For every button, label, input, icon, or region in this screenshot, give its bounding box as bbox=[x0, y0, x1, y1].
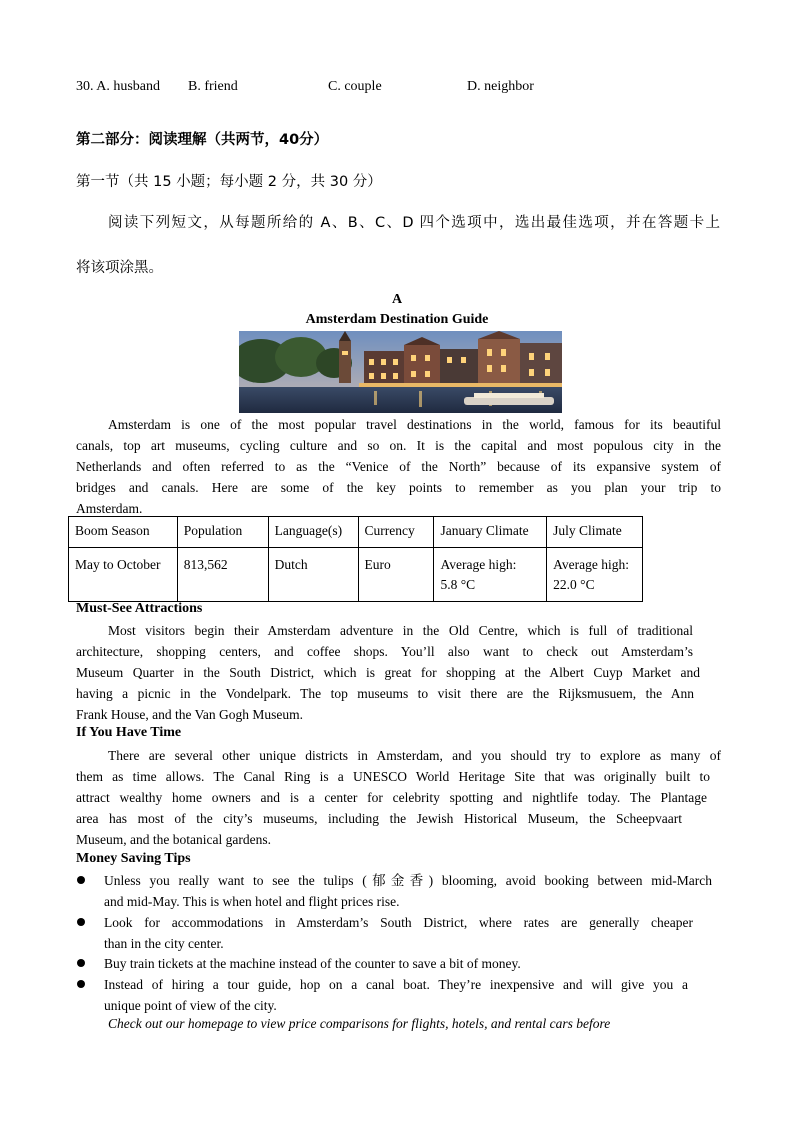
table-header-cell: January Climate bbox=[434, 517, 547, 548]
passage-letter: A bbox=[391, 292, 403, 307]
must-see-line: Museum Quarter in the South District, which is great for shopping at the Albert Cuyp Market and bbox=[76, 665, 700, 680]
bullet-icon bbox=[77, 918, 85, 926]
table-cell: Dutch bbox=[268, 548, 358, 602]
money-tip-line: than in the city center. bbox=[104, 936, 224, 951]
q30-option-d: D. neighbor bbox=[467, 79, 534, 94]
must-see-line: Most visitors begin their Amsterdam adventure in the Old Centre, which is full of traditional bbox=[108, 623, 693, 638]
instruction-line-2: 将该项涂黑。 bbox=[76, 260, 163, 276]
money-tip-item bbox=[104, 912, 716, 954]
table-header-cell: Language(s) bbox=[268, 517, 358, 548]
table-cell bbox=[547, 548, 643, 602]
money-tip-item bbox=[104, 953, 716, 974]
january-climate-label: Average high: bbox=[440, 557, 517, 572]
part2-heading: 第二部分：阅读理解（共两节，40分） bbox=[76, 132, 329, 148]
bullet-icon bbox=[77, 876, 85, 884]
amsterdam-canal-photo bbox=[239, 331, 562, 413]
money-tip-item bbox=[104, 870, 716, 912]
money-tips-heading: Money Saving Tips bbox=[76, 851, 191, 866]
money-tip-line: Instead of hiring a tour guide, hop on a canal boat. They’re inexpensive and will give you a bbox=[104, 977, 688, 992]
intro-line: Amsterdam is one of the most popular travel destinations in the world, famous for its beautiful bbox=[108, 417, 721, 432]
if-time-heading: If You Have Time bbox=[76, 725, 182, 740]
instruction-line-1: 阅读下列短文，从每题所给的 A、B、C、D 四个选项中，选出最佳选项，并在答题卡上 bbox=[108, 215, 720, 231]
money-tip-line: Unless you really want to see the tulips (郁金香) blooming, avoid booking between mid-March bbox=[104, 873, 712, 888]
if-time-line: attract wealthy home owners and is a center for celebrity spotting and nightlife today. The Plantage bbox=[76, 790, 707, 805]
section1-heading: 第一节（共 15 小题；每小题 2 分，共 30 分） bbox=[76, 174, 382, 190]
table-cell bbox=[434, 548, 547, 602]
must-see-line: Frank House, and the Van Gogh Museum. bbox=[76, 707, 303, 722]
table-cell: May to October bbox=[69, 548, 178, 602]
intro-line: Amsterdam. bbox=[76, 501, 143, 516]
q30-option-b: B. friend bbox=[188, 79, 238, 94]
intro-paragraph bbox=[76, 414, 721, 519]
must-see-line: architecture, shopping centers, and coffee shops. You’ll also want to check out Amsterdam’s bbox=[76, 644, 693, 659]
table-cell: Euro bbox=[358, 548, 434, 602]
money-tip-line: and mid-May. This is when hotel and flight prices rise. bbox=[104, 894, 400, 909]
canal-scene-illustration bbox=[239, 331, 562, 413]
table-header-cell: July Climate bbox=[547, 517, 643, 548]
table-row bbox=[69, 548, 643, 602]
must-see-heading: Must-See Attractions bbox=[76, 601, 203, 616]
if-time-line: area has most of the city’s museums, including the Jewish Historical Museum, the Scheepvaart bbox=[76, 811, 682, 826]
q30-option-c: C. couple bbox=[328, 79, 382, 94]
homepage-note: Check out our homepage to view price comparisons for flights, hotels, and rental cars before bbox=[108, 1016, 611, 1031]
july-climate-label: Average high: bbox=[553, 557, 630, 572]
must-see-line: having a picnic in the Vondelpark. The top museums to visit there are the Rijksmusuem, the Ann bbox=[76, 686, 694, 701]
destination-info-table bbox=[68, 516, 643, 602]
july-climate-value: 22.0 °C bbox=[553, 577, 595, 592]
if-time-line: There are several other unique districts in Amsterdam, and you should try to explore as many of bbox=[108, 748, 721, 763]
q30-option-a: 30. A. husband bbox=[76, 79, 160, 94]
money-tip-item bbox=[104, 974, 716, 1016]
table-header-cell: Population bbox=[177, 517, 268, 548]
table-header-cell: Boom Season bbox=[69, 517, 178, 548]
money-tip-line: Buy train tickets at the machine instead of the counter to save a bit of money. bbox=[104, 956, 521, 971]
table-header-row bbox=[69, 517, 643, 548]
table-cell: 813,562 bbox=[177, 548, 268, 602]
must-see-paragraph bbox=[76, 620, 721, 725]
if-time-paragraph bbox=[76, 745, 721, 850]
intro-line: Netherlands and often referred to as the “Venice of the North” because of its expansive system of bbox=[76, 459, 721, 474]
if-time-line: Museum, and the botanical gardens. bbox=[76, 832, 271, 847]
january-climate-value: 5.8 °C bbox=[440, 577, 476, 592]
bullet-icon bbox=[77, 959, 85, 967]
money-tip-line: unique point of view of the city. bbox=[104, 998, 277, 1013]
table-header-cell: Currency bbox=[358, 517, 434, 548]
if-time-line: them as time allows. The Canal Ring is a UNESCO World Heritage Site that was originally built to bbox=[76, 769, 710, 784]
intro-line: canals, top art museums, cycling culture and so on. It is the capital and most populous city in the bbox=[76, 438, 721, 453]
money-tip-line: Look for accommodations in Amsterdam’s South District, where rates are generally cheaper bbox=[104, 915, 693, 930]
passage-title: Amsterdam Destination Guide bbox=[305, 312, 489, 327]
bullet-icon bbox=[77, 980, 85, 988]
intro-line: bridges and canals. Here are some of the key points to remember as you plan your trip to bbox=[76, 480, 721, 495]
